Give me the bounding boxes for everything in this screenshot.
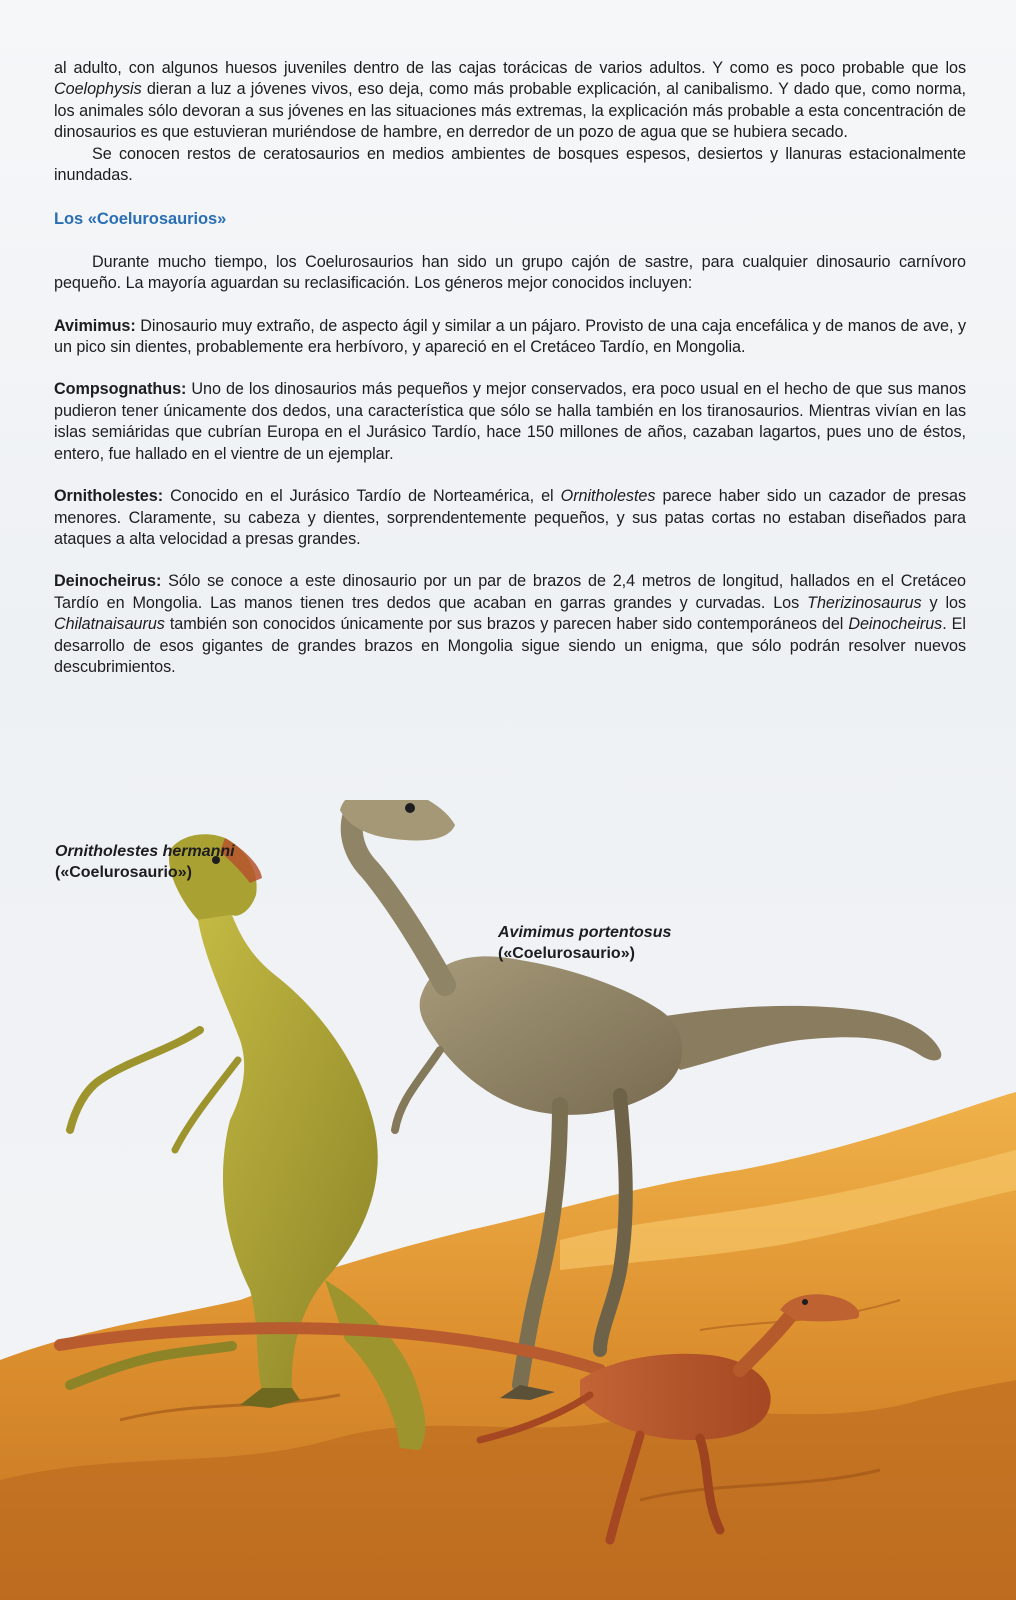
italic-genus: Therizinosaurus	[807, 593, 922, 612]
entry-term: Avimimus:	[54, 316, 136, 335]
intro-paragraph	[54, 58, 966, 144]
ceratosaur-paragraph: Se conocen restos de ceratosaurios en medios ambientes de bosques espesos, desiertos y llanuras estacionalmente inundadas.	[54, 144, 966, 185]
caption-group: («Coelurosaurio»)	[498, 945, 635, 962]
italic-genus: Deinocheirus	[848, 615, 943, 634]
entry-compsognathus	[54, 379, 966, 465]
caption-group: («Coelurosaurio»)	[55, 864, 192, 881]
section-intro-paragraph: Durante mucho tiempo, los Coelurosaurios han sido un grupo cajón de sastre, para cualquier dinosaurio carnívoro pequeño. La mayoría aguardan su reclasificación. Los géneros mejor conocidos incluyen:	[54, 252, 966, 293]
article-text	[54, 58, 966, 678]
caption-species-name: Avimimus portentosus	[498, 924, 672, 941]
caption-avimimus	[498, 922, 671, 964]
entry-text: Uno de los dinosaurios más pequeños y mejor conservados, era poco usual en el hecho de que sus manos pudieron tener únicamente dos dedos, una característica que sólo se halla también en los tiranosaurios. Mientras vivían en las islas semiáridas que cubrían Europa en el Jurásico Tardío, hace 150 millones de años, cazaban lagartos, pues uno de éstos, entero, fue hallado en el vientre de un ejemplar.	[54, 380, 966, 463]
entry-term: Compsognathus:	[54, 380, 187, 399]
entry-text: parece haber sido un cazador de presas menores. Claramente, su cabeza y dientes, sorprendentemente pequeños, y sus patas cortas no estaban diseñados para ataques a alta velocidad a presas grandes.	[54, 487, 967, 548]
avimimus-eye	[405, 803, 415, 813]
caption-ornitholestes	[55, 841, 235, 883]
caption-species-name: Ornitholestes hermanni	[55, 843, 235, 860]
entry-deinocheirus	[54, 571, 966, 678]
entry-ornitholestes	[54, 486, 966, 550]
text-run: dieran a luz a jóvenes vivos, eso deja, como más probable explicación, al canibalismo. Y dado que, como norma, los animales sólo devoran a sus jóvenes en las situaciones más extremas, la explicación más probable a esta concentración de dinosaurios es que estuvieran muriéndose de hambre, en derredor de un pozo de agua que se hubiera secado.	[54, 80, 966, 142]
italic-genus: Coelophysis	[54, 80, 142, 99]
entry-text: Sólo se conoce a este dinosaurio por un par de brazos de 2,4 metros de longitud, hallados en el Cretáceo Tardío en Mongolia. Las manos tienen tres dedos que acaban en garras grandes y curvadas. Los	[54, 572, 966, 612]
entry-text: Dinosaurio muy extraño, de aspecto ágil y similar a un pájaro. Provisto de una caja encefálica y de manos de ave, y un pico sin dientes, probablemente era herbívoro, y apareció en el Cretáceo Tardío, en Mongolia.	[54, 316, 966, 357]
entry-text: Conocido en el Jurásico Tardío de Norteamérica, el	[163, 487, 561, 506]
entry-term: Deinocheirus:	[54, 572, 162, 591]
entry-term: Ornitholestes:	[54, 487, 164, 506]
italic-genus: Chilatnaisaurus	[54, 615, 165, 634]
dinosaur-illustration	[0, 800, 1016, 1600]
compsognathus-eye	[802, 1299, 808, 1305]
entry-avimimus	[54, 316, 966, 359]
entry-text: y los	[921, 593, 966, 612]
text-run: al adulto, con algunos huesos juveniles dentro de las cajas torácicas de varios adultos. Y como es poco probable que los	[54, 59, 966, 77]
entry-text: . El desarrollo de esos gigantes de grandes brazos en Mongolia sigue siendo un enigma, que sólo podrán resolver nuevos descubrimientos.	[54, 615, 966, 676]
italic-genus: Ornitholestes	[560, 487, 656, 506]
entry-text: también son conocidos únicamente por sus brazos y parecen haber sido contemporáneos del	[164, 615, 849, 634]
section-heading: Los «Coelurosaurios»	[54, 210, 227, 229]
